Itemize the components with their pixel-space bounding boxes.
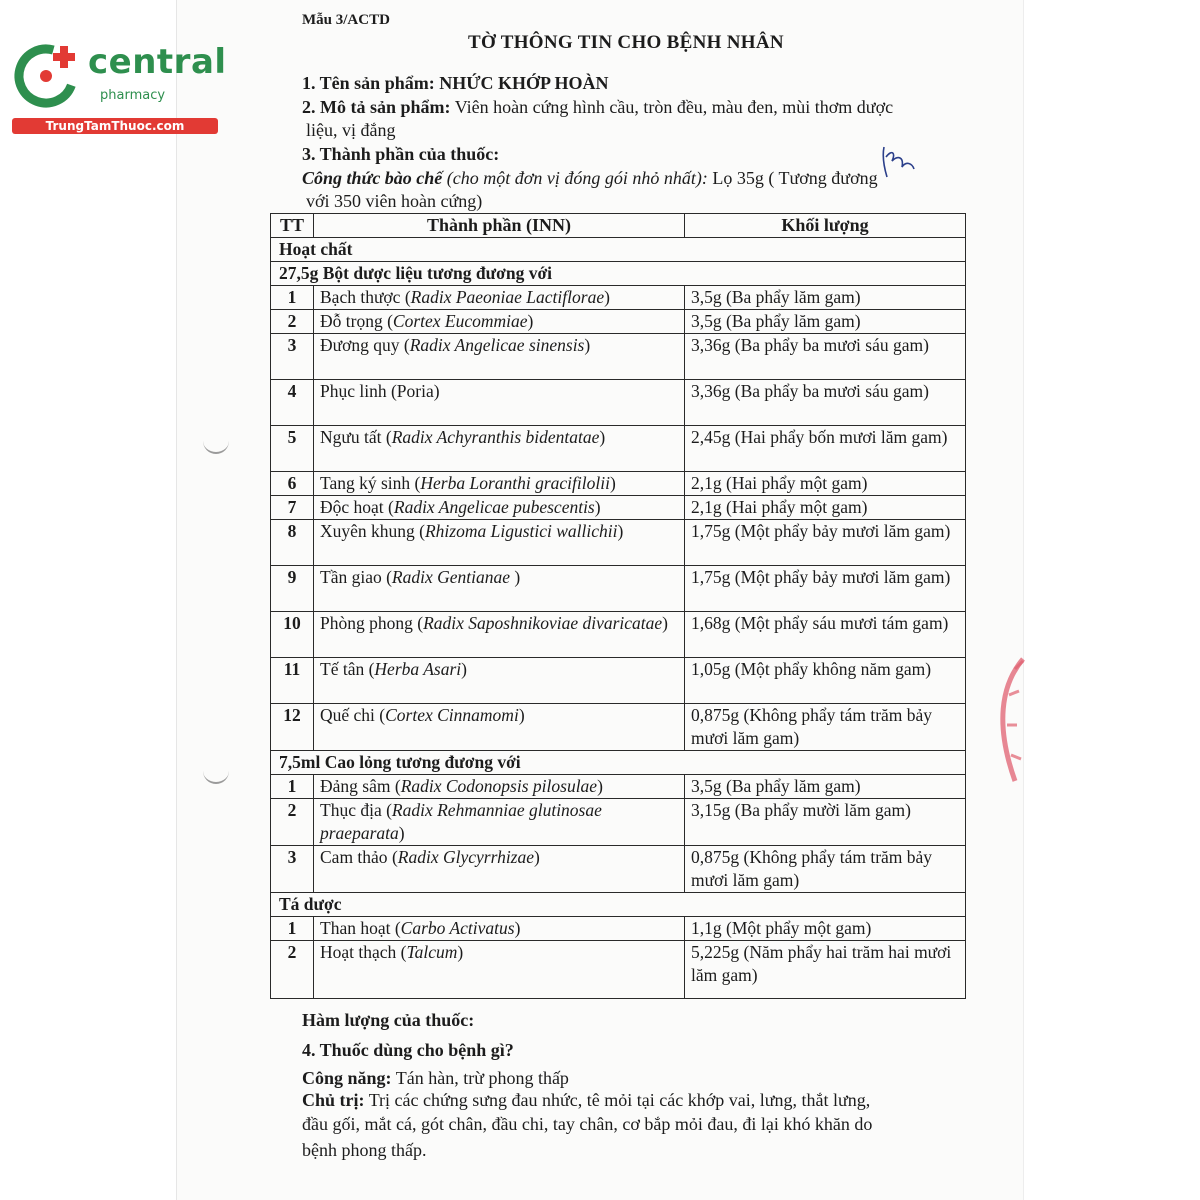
ingredient-name: Than hoạt	[320, 918, 391, 938]
product-name-label: 1. Tên sản phẩm:	[302, 73, 435, 93]
ingredient-latin: Herba Asari	[374, 659, 462, 679]
ingredient-name: Tang ký sinh	[320, 473, 411, 493]
mass-cell: 2,1g (Hai phẩy một gam)	[685, 472, 966, 496]
ingredient-cell: Độc hoạt (Radix Angelicae pubescentis)	[314, 496, 685, 520]
ingredient-latin: Radix Achyranthis bidentatae	[391, 427, 600, 447]
ingredient-latin: Carbo Activatus	[400, 918, 515, 938]
logo-sub: pharmacy	[100, 88, 166, 103]
composition-label: 3. Thành phần của thuốc:	[302, 144, 500, 164]
table-row	[271, 846, 966, 893]
table-row	[271, 310, 966, 334]
ingredient-name: Độc hoạt	[320, 497, 384, 517]
ingredient-cell: Thục địa (Radix Rehmanniae glutinosae praeparata)	[314, 799, 685, 846]
ingredient-cell: Than hoạt (Carbo Activatus)	[314, 917, 685, 941]
formula-label: Công thức bào chế	[302, 168, 443, 188]
mass-cell: 0,875g (Không phẩy tám trăm bảy mươi lăm gam)	[685, 704, 966, 751]
row-number: 1	[271, 286, 314, 310]
ingredient-cell: Đương quy (Radix Angelicae sinensis)	[314, 334, 685, 380]
signature-mark	[878, 143, 920, 183]
mass-cell: 3,5g (Ba phẩy lăm gam)	[685, 286, 966, 310]
ingredient-name: Thục địa	[320, 800, 382, 820]
formula-cont: với 350 viên hoàn cứng)	[306, 191, 483, 211]
table-header-row	[271, 214, 966, 238]
ingredient-latin: Cortex Cinnamomi	[385, 705, 519, 725]
mass-cell: 3,5g (Ba phẩy lăm gam)	[685, 310, 966, 334]
indication-text-1: Trị các chứng sưng đau nhức, tê mỏi tại các khớp vai, lưng, thắt lưng,	[368, 1090, 871, 1110]
row-number: 9	[271, 566, 314, 612]
function-line	[302, 1067, 569, 1090]
mass-cell: 1,68g (Một phẩy sáu mươi tám gam)	[685, 612, 966, 658]
mass-cell: 2,45g (Hai phẩy bốn mươi lăm gam)	[685, 426, 966, 472]
ingredient-name: Bạch thược	[320, 287, 401, 307]
usage-heading-text: 4. Thuốc dùng cho bệnh gì?	[302, 1040, 514, 1060]
form-code: Mẫu 3/ACTD	[302, 12, 390, 28]
ingredient-name: Tần giao	[320, 567, 382, 587]
row-number: 4	[271, 380, 314, 426]
ingredient-latin: Radix Paeoniae Lactiflorae	[410, 287, 605, 307]
header-tt: TT	[271, 214, 314, 238]
indication-label: Chủ trị:	[302, 1090, 365, 1110]
ingredient-cell: Ngưu tất (Radix Achyranthis bidentatae)	[314, 426, 685, 472]
content-label	[302, 1009, 474, 1032]
ingredient-cell	[314, 380, 685, 426]
table-group-row	[271, 893, 966, 917]
ingredient-cell: Đảng sâm (Radix Codonopsis pilosulae)	[314, 775, 685, 799]
mass-cell: 1,1g (Một phẩy một gam)	[685, 917, 966, 941]
description-label: 2. Mô tả sản phẩm:	[302, 97, 451, 117]
ingredient-cell: Bạch thược (Radix Paeoniae Lactiflorae)	[314, 286, 685, 310]
row-number: 2	[271, 310, 314, 334]
pharmacy-cross-icon	[10, 38, 86, 114]
usage-heading	[302, 1039, 514, 1062]
mass-cell: 1,05g (Một phẩy không năm gam)	[685, 658, 966, 704]
ingredient-latin: Rhizoma Ligustici wallichii	[424, 521, 618, 541]
logo-site[interactable]: TrungTamThuoc.com	[12, 118, 218, 134]
formula-line	[302, 167, 878, 190]
ingredient-latin: Radix Angelicae pubescentis	[393, 497, 595, 517]
table-group-row	[271, 751, 966, 775]
row-number: 1	[271, 775, 314, 799]
ingredient-name: Quế chi	[320, 705, 375, 725]
ingredient-cell: Hoạt thạch (Talcum)	[314, 941, 685, 999]
mass-cell: 3,5g (Ba phẩy lăm gam)	[685, 775, 966, 799]
ingredient-cell: Đỗ trọng (Cortex Eucommiae)	[314, 310, 685, 334]
row-number: 6	[271, 472, 314, 496]
header-ingredient: Thành phần (INN)	[314, 214, 685, 238]
ingredient-cell: Xuyên khung (Rhizoma Ligustici wallichii)	[314, 520, 685, 566]
mass-cell: 0,875g (Không phẩy tám trăm bảy mươi lăm gam)	[685, 846, 966, 893]
row-number: 1	[271, 917, 314, 941]
description-value: Viên hoàn cứng hình cầu, tròn đều, màu đen, mùi thơm dược	[454, 97, 894, 117]
ingredient-name: Ngưu tất	[320, 427, 382, 447]
table-row	[271, 799, 966, 846]
ingredient-name: Hoạt thạch	[320, 942, 397, 962]
ingredient-latin: Radix Gentianae	[391, 567, 515, 587]
composition-heading	[302, 143, 499, 166]
description-line	[302, 96, 893, 119]
table-row	[271, 426, 966, 472]
ingredient-latin: Radix Glycyrrhizae	[397, 847, 535, 867]
ingredient-name: Tế tân	[320, 659, 365, 679]
group-label: Tá dược	[271, 893, 966, 917]
function-label: Công năng:	[302, 1068, 392, 1088]
table-row	[271, 286, 966, 310]
ingredient-latin: Radix Codonopsis pilosulae	[400, 776, 598, 796]
ingredient-latin: Herba Loranthi gracifilolii	[420, 473, 610, 493]
stamp-fragment	[985, 655, 1025, 785]
ingredient-cell: Tần giao (Radix Gentianae )	[314, 566, 685, 612]
mass-cell: 5,225g (Năm phẩy hai trăm hai mươi lăm gam)	[685, 941, 966, 999]
table-group-row	[271, 262, 966, 286]
row-number: 12	[271, 704, 314, 751]
row-number: 11	[271, 658, 314, 704]
ingredient-cell: Phòng phong (Radix Saposhnikoviae divaricatae)	[314, 612, 685, 658]
ingredient-cell: Tang ký sinh (Herba Loranthi gracifilolii)	[314, 472, 685, 496]
indication-line	[302, 1089, 870, 1112]
table-row	[271, 380, 966, 426]
row-number: 8	[271, 520, 314, 566]
row-number: 5	[271, 426, 314, 472]
row-number: 7	[271, 496, 314, 520]
ingredient-name: Đỗ trọng	[320, 311, 383, 331]
ingredient-latin: Radix Angelicae sinensis	[409, 335, 585, 355]
row-number: 10	[271, 612, 314, 658]
ingredients-table	[270, 213, 966, 999]
ingredient-name: Xuyên khung	[320, 521, 415, 541]
formula-note: (cho một đơn vị đóng gói nhỏ nhất):	[446, 168, 708, 188]
ingredient-name: Phòng phong	[320, 613, 413, 633]
central-pharmacy-logo[interactable]	[10, 36, 227, 136]
table-row	[271, 704, 966, 751]
function-value: Tán hàn, trừ phong thấp	[395, 1068, 569, 1088]
row-number: 3	[271, 334, 314, 380]
indication-line-3: bệnh phong thấp.	[302, 1140, 427, 1160]
table-row	[271, 941, 966, 999]
table-row	[271, 496, 966, 520]
table-row	[271, 775, 966, 799]
group-label: Hoạt chất	[271, 238, 966, 262]
document-title: TỜ THÔNG TIN CHO BỆNH NHÂN	[468, 32, 784, 53]
table-row	[271, 472, 966, 496]
product-name-line	[302, 72, 609, 95]
table-row	[271, 658, 966, 704]
table-row	[271, 612, 966, 658]
ingredient-name: Phục linh (Poria)	[320, 381, 440, 401]
ingredient-cell: Cam thảo (Radix Glycyrrhizae)	[314, 846, 685, 893]
mass-cell: 3,15g (Ba phẩy mười lăm gam)	[685, 799, 966, 846]
group-label: 7,5ml Cao lỏng tương đương với	[271, 751, 966, 775]
ingredient-cell: Tế tân (Herba Asari)	[314, 658, 685, 704]
ingredient-cell: Quế chi (Cortex Cinnamomi)	[314, 704, 685, 751]
ingredient-latin: Cortex Eucommiae	[392, 311, 528, 331]
row-number: 3	[271, 846, 314, 893]
ingredient-name: Đảng sâm	[320, 776, 391, 796]
mass-cell: 3,36g (Ba phẩy ba mươi sáu gam)	[685, 334, 966, 380]
ingredient-name: Đương quy	[320, 335, 400, 355]
logo-brand: central	[88, 42, 227, 82]
group-label: 27,5g Bột dược liệu tương đương với	[271, 262, 966, 286]
table-row	[271, 917, 966, 941]
table-group-row	[271, 238, 966, 262]
mass-cell: 3,36g (Ba phẩy ba mươi sáu gam)	[685, 380, 966, 426]
header-mass: Khối lượng	[685, 214, 966, 238]
formula-value: Lọ 35g ( Tương đương	[712, 168, 878, 188]
row-number: 2	[271, 941, 314, 999]
mass-cell: 1,75g (Một phẩy bảy mươi lăm gam)	[685, 566, 966, 612]
row-number: 2	[271, 799, 314, 846]
table-row	[271, 520, 966, 566]
mass-cell: 2,1g (Hai phẩy một gam)	[685, 496, 966, 520]
mass-cell: 1,75g (Một phẩy bảy mươi lăm gam)	[685, 520, 966, 566]
table-row	[271, 334, 966, 380]
content-label-text: Hàm lượng của thuốc:	[302, 1010, 475, 1030]
ingredient-latin: Radix Rehmanniae glutinosae praeparata	[320, 800, 602, 843]
indication-line-2: đầu gối, mắt cá, gót chân, đầu chi, tay chân, cơ bắp mỏi đau, đi lại khó khăn do	[302, 1114, 873, 1134]
ingredient-latin: Radix Saposhnikoviae divaricatae	[423, 613, 663, 633]
table-row	[271, 566, 966, 612]
ingredient-latin: Talcum	[406, 942, 458, 962]
description-cont: liệu, vị đắng	[306, 120, 396, 140]
ingredient-name: Cam thảo	[320, 847, 392, 867]
product-name-value: NHỨC KHỚP HOÀN	[439, 73, 609, 93]
